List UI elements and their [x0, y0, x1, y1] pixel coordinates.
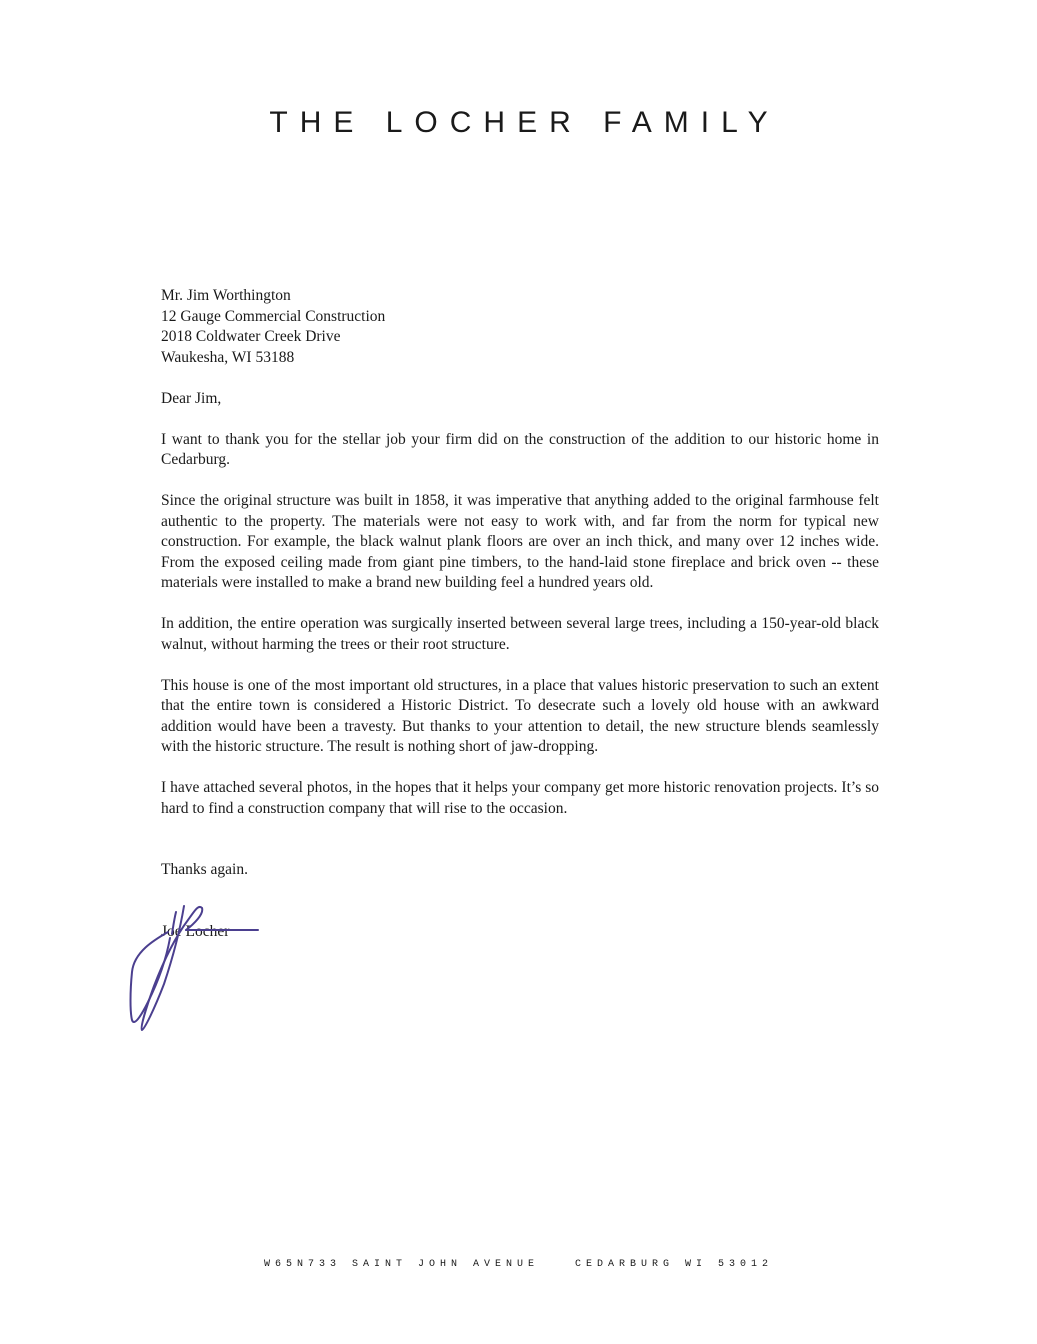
paragraph-photos: I have attached several photos, in the hopes that it helps your company get more historic renovation projects. It’s so hard to find a construction company that will rise to the occasion. [161, 779, 879, 817]
paragraph-materials: Since the original structure was built in 1858, it was imperative that anything added to the original farmhouse felt authentic to the property. The materials were not easy to work with, and far from the norm for typical new construction. For example, the black walnut plank floors are over an inch thick, and many over 12 inches wide. From the exposed ceiling made from giant pine timbers, to the hand-laid stone fireplace and brick oven -- these materials were installed to make a brand new building feel a hundred years old. [161, 492, 879, 591]
recipient-address [161, 286, 879, 368]
letterhead-title: THE LOCHER FAMILY [269, 106, 780, 139]
recipient-city: Waukesha, WI 53188 [161, 348, 295, 366]
handwritten-signature [124, 900, 264, 1036]
letter-body [161, 286, 879, 942]
recipient-name: Mr. Jim Worthington [161, 287, 291, 304]
recipient-street: 2018 Coldwater Creek Drive [161, 328, 341, 345]
recipient-company: 12 Gauge Commercial Construction [161, 307, 386, 325]
footer-address [0, 1259, 1037, 1270]
salutation: Dear Jim, [161, 389, 222, 407]
paragraph-trees: In addition, the entire operation was surgically inserted between several large trees, including a 150-year-old black walnut, without harming the trees or their root structure. [161, 615, 879, 653]
footer-city: CEDARBURG WI 53012 [575, 1259, 774, 1270]
paragraph-thanks: I want to thank you for the stellar job your firm did on the construction of the addition to our historic home in Cedarburg. [161, 430, 879, 468]
signer-name: Joe Locher [161, 922, 230, 940]
paragraph-historic: This house is one of the most important old structures, in a place that values historic preservation to such an extent that the entire town is considered a Historic District. To desecrate such a lovely old house with an awkward addition would have been a travesty. But thanks to your attention to detail, the new structure blends seamlessly with the historic structure. The result is nothing short of jaw-dropping. [161, 676, 879, 755]
footer-street: W65N733 SAINT JOHN AVENUE [263, 1259, 539, 1270]
closing: Thanks again. [161, 861, 248, 878]
